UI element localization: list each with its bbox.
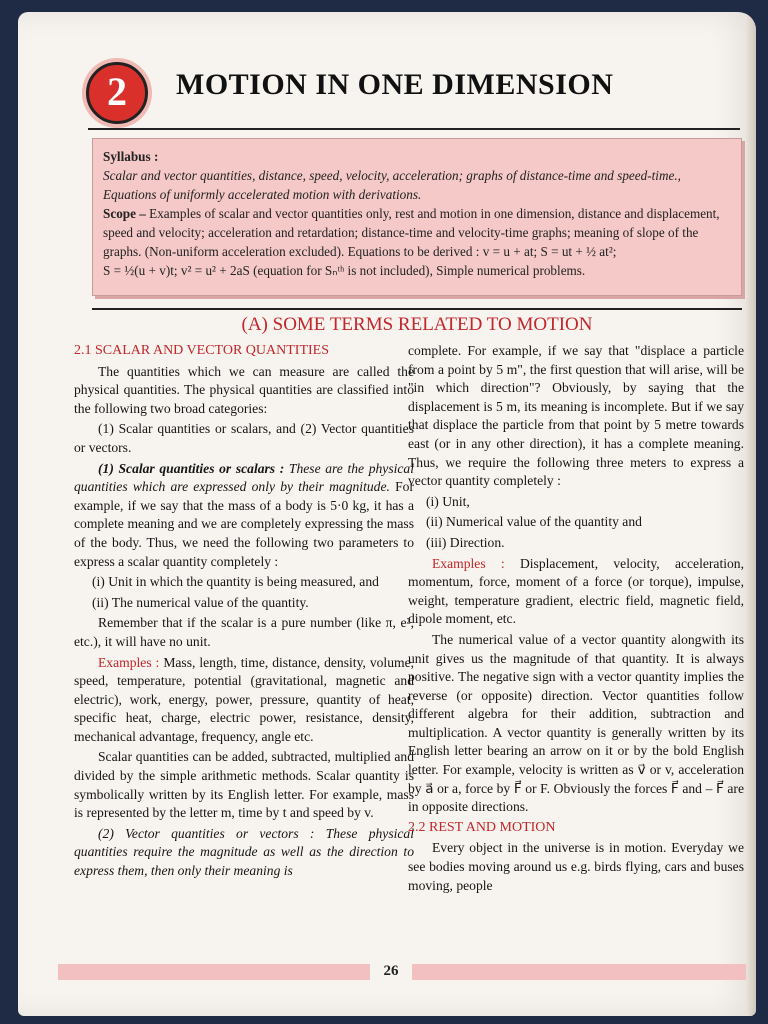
syllabus-label: Syllabus : (103, 149, 159, 164)
list-item: (ii) The numerical value of the quantity. (92, 594, 309, 610)
paragraph: The numerical value of a vector quantity alongwith its unit gives us the magnitude of that quantity. It is always positive. The negative sign with a vector quantity implies the reverse (or opposite) direction. Vector quantities follow different algebra for their addition, subtraction and multiplication. A vector quantity is generally written by its English letter bearing an arrow on it or by the bold English letter. For example, velocity is written as v⃗ or v, acceleration by a⃗ or a, force by F⃗ or F. Obviously the forces F⃗ and – F⃗ are in opposite directions. (408, 631, 744, 815)
paragraph: (1) Scalar quantities or scalars, and (2) Vector quantities or vectors. (74, 421, 414, 455)
examples-text: Displacement, velocity, acceleration, momentum, force, moment of a force (or torque), impulse, weight, temperature gradient, electric field, magnetic field, dipole moment, etc. (408, 555, 744, 627)
paragraph: complete. For example, if we say that "displace a particle from a point by 5 m", the first question that will arise, will be "in which direction"? Obviously, by saying that the displacement is 5 m, its meaning is incomplete. But if we say that displace the particle from that point by 5 metre towards east (or in any other direction), it has a complete meaning. Thus, we require the following three meters to express a vector quantity completely : (408, 343, 744, 489)
right-column (408, 342, 744, 897)
heading-2-1: 2.1 SCALAR AND VECTOR QUANTITIES (74, 343, 329, 358)
scope-label: Scope – (103, 206, 146, 221)
examples-label: Examples : (432, 555, 505, 571)
chapter-header (78, 58, 738, 122)
examples-label: Examples : (98, 654, 160, 670)
chapter-title: MOTION IN ONE DIMENSION (176, 68, 614, 101)
examples-text: Mass, length, time, distance, density, volume, speed, temperature, potential (gravitational, magnetic and electric), work, energy, power, pressure, quantity of heat, specific heat, charge, electric power, resistance, density, mechanical advantage, frequency, angle etc. (74, 654, 415, 744)
header-rule (88, 128, 740, 130)
list-item: (iii) Direction. (426, 534, 505, 550)
paragraph: Remember that if the scalar is a pure number (like π, e², etc.), it will have no unit. (74, 615, 414, 649)
syllabus-text: Scalar and vector quantities, distance, speed, velocity, acceleration; graphs of distance-time and speed-time., Equations of uniformly accelerated motion with derivations. (103, 168, 681, 202)
list-item: (i) Unit in which the quantity is being measured, and (92, 574, 379, 590)
equations-line: S = ½(u + v)t; v² = u² + 2aS (equation for Sₙᵗʰ is not included), Simple numerical problems. (103, 263, 586, 278)
textbook-page (18, 12, 756, 1016)
page-edge (746, 12, 756, 1016)
list-item: (ii) Numerical value of the quantity and (426, 514, 642, 530)
scope-text: Examples of scalar and vector quantities only, rest and motion in one dimension, distance and displacement, speed and velocity; acceleration and retardation; distance-time and velocity-time graphs; meaning of slope of the graphs. (Non-uniform acceleration excluded). Equations to be derived : v = u + at; S = ut + ½ at²; (103, 206, 720, 259)
scalar-term: (1) Scalar quantities or scalars : (98, 460, 285, 476)
scalar-definition: These are the physical quantities which are expressed only by their magnitude. (74, 460, 414, 495)
list-item: (i) Unit, (426, 493, 470, 509)
chapter-number-badge: 2 (86, 62, 148, 124)
heading-2-2: 2.2 REST AND MOTION (408, 819, 556, 835)
paragraph: (2) Vector quantities or vectors : These physical quantities require the magnitude as well as the direction to express them, then only their meaning is (74, 825, 414, 879)
syllabus-box (92, 138, 742, 296)
left-column (74, 342, 414, 883)
section-heading: (A) SOME TERMS RELATED TO MOTION (92, 308, 742, 336)
paragraph: Scalar quantities can be added, subtracted, multiplied and divided by the simple arithmetic methods. Scalar quantity is symbolically written by its English letter. For example, mass is represented by the letter m, time by t and speed by v. (74, 749, 414, 821)
page-number: 26 (370, 958, 412, 984)
paragraph: Every object in the universe is in motion. Everyday we see bodies moving around us e.g. birds flying, cars and buses moving, people (408, 840, 744, 893)
paragraph: The quantities which we can measure are called the physical quantities. The physical quantities are classified into the following two broad categories: (74, 363, 414, 416)
paragraph: For example, if we say that the mass of a body is 5·0 kg, it has a complete meaning and we are completely expressing the mass of the body. Thus, we need the following two parameters to express a scalar quantity completely : (74, 479, 414, 569)
